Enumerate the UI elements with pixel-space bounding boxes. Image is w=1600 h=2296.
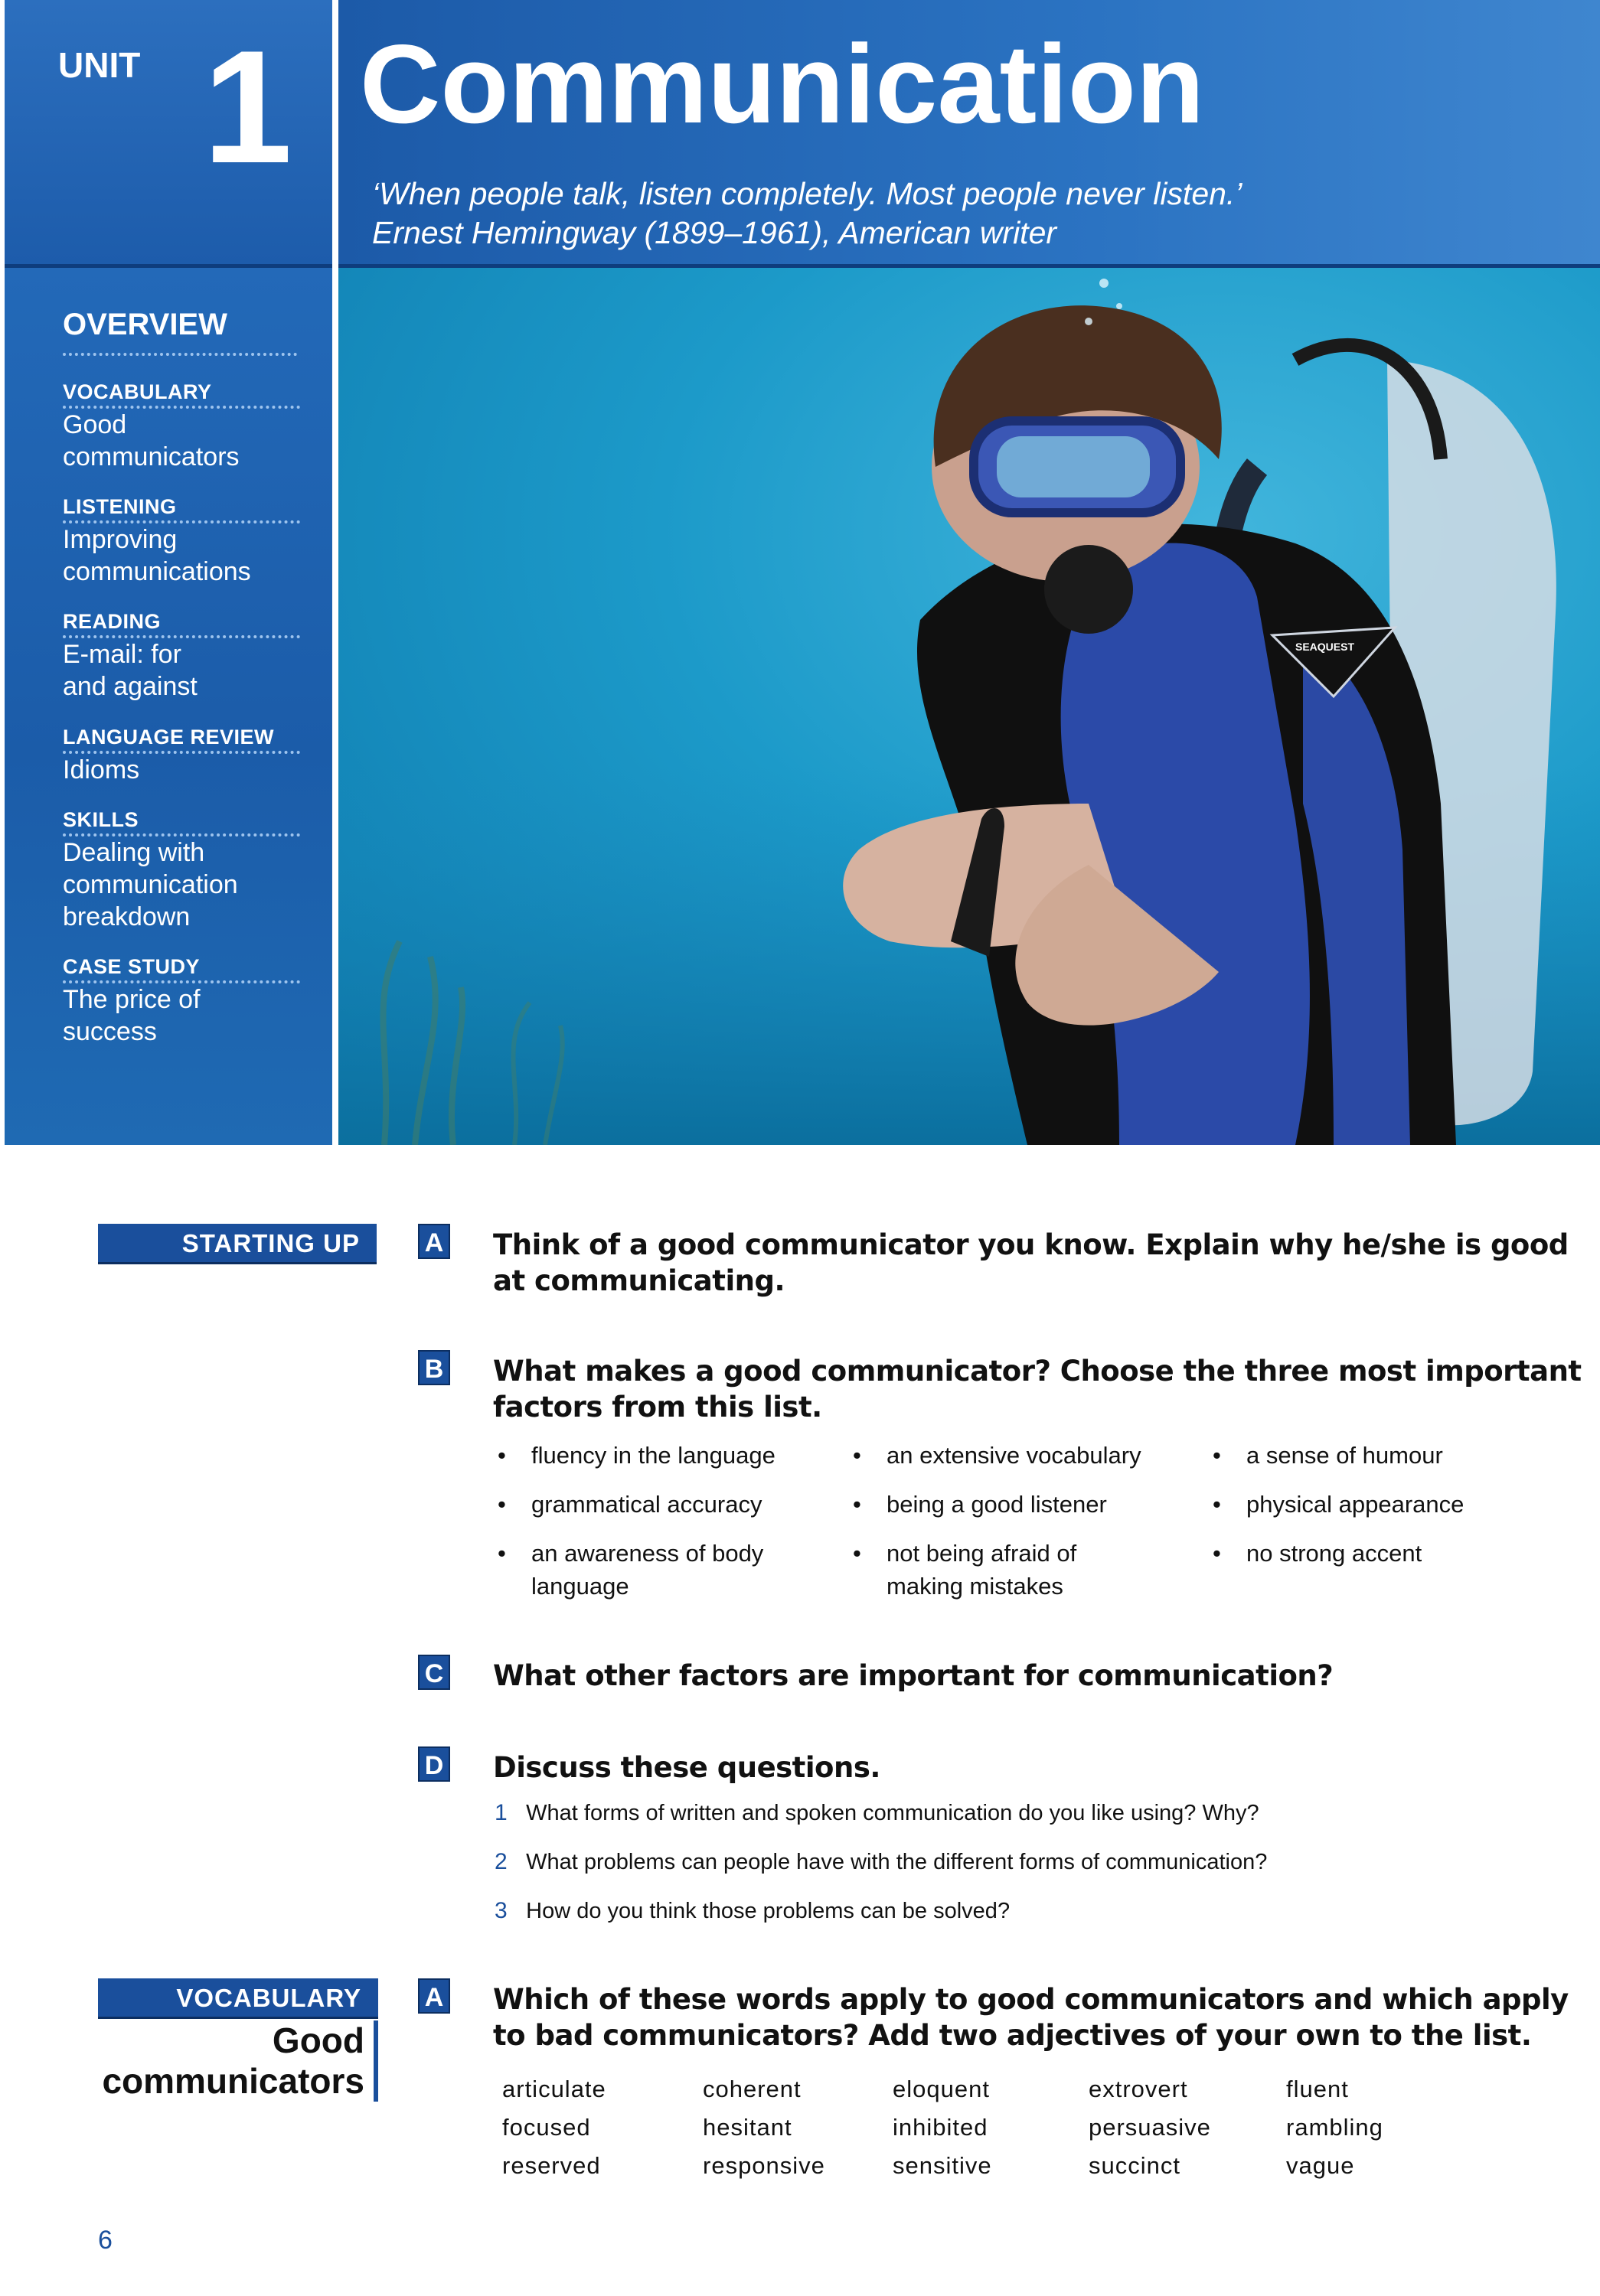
overview-item-listening (63, 495, 300, 588)
factor-text: language (531, 1573, 629, 1600)
exercise-letter: A (418, 1978, 450, 2014)
factor-text: not being afraid of (887, 1540, 1077, 1567)
overview-topic: Idioms (63, 755, 140, 784)
exercise-b-prompt (493, 1354, 1582, 1426)
overview-item-skills (63, 808, 300, 933)
overview-topic: E-mail: for (63, 640, 181, 669)
factor-item (531, 1537, 763, 1603)
overview-category: CASE STUDY (63, 955, 300, 983)
overview-topic: communications (63, 557, 251, 587)
quote-text: ‘When people talk, listen completely. Most people never listen.’ (372, 176, 1242, 211)
discussion-question (495, 1898, 1010, 1924)
vocab-word: vague (1286, 2152, 1355, 2179)
air-bubble (1099, 279, 1109, 288)
exercise-letter: B (418, 1350, 450, 1385)
overview-category: SKILLS (63, 808, 300, 837)
factor-text: making mistakes (887, 1573, 1063, 1600)
overview-topic: communication (63, 870, 238, 900)
page-number: 6 (98, 2226, 113, 2255)
vocab-word: sensitive (893, 2152, 992, 2179)
exercise-c-prompt: What other factors are important for communication? (493, 1659, 1334, 1692)
factor-text: an awareness of body (531, 1540, 764, 1567)
unit-title: Communication (360, 21, 1205, 146)
factor-item: • physical appearance (1246, 1488, 1464, 1521)
air-bubble (1085, 318, 1092, 325)
factor-item (887, 1537, 1076, 1603)
overview-category: READING (63, 610, 300, 638)
vocab-word: succinct (1089, 2152, 1180, 2179)
epigraph-quote (372, 174, 1242, 253)
overview-item-vocabulary (63, 380, 300, 473)
vocabulary-title (98, 2020, 378, 2102)
air-bubble (1116, 303, 1122, 309)
overview-category: VOCABULARY (63, 380, 300, 409)
overview-heading: OVERVIEW (63, 308, 297, 356)
vocabulary-title-line: Good (272, 2020, 364, 2060)
overview-topic: Good (63, 410, 127, 439)
tank-logo: SEAQUEST (1295, 641, 1355, 653)
exercise-a-prompt (493, 1228, 1569, 1300)
overview-topic: The price of success (63, 985, 201, 1047)
exercise-letter: D (418, 1746, 450, 1782)
prompt-line: Think of a good communicator you know. Explain why he/she is good (493, 1228, 1569, 1261)
overview-category: LISTENING (63, 495, 300, 523)
factor-item: • no strong accent (1246, 1537, 1422, 1570)
factor-item: • a sense of humour (1246, 1439, 1443, 1472)
regulator (1044, 545, 1133, 634)
overview-topic: communicators (63, 442, 240, 472)
discussion-question (495, 1849, 1267, 1875)
prompt-line: Which of these words apply to good communicators and which apply (493, 1983, 1569, 2016)
section-tag-starting-up: STARTING UP (98, 1224, 377, 1264)
quote-attribution: Ernest Hemingway (1899–1961), American writer (372, 214, 1057, 250)
overview-category: LANGUAGE REVIEW (63, 726, 300, 754)
discussion-question (495, 1800, 1259, 1826)
question-text: What forms of written and spoken communication do you like using? Why? (526, 1801, 1259, 1825)
exercise-d-prompt: Discuss these questions. (493, 1751, 880, 1784)
vocab-word: persuasive (1089, 2114, 1211, 2141)
scuba-diver-photo (338, 268, 1600, 1145)
factor-item: • an extensive vocabulary (887, 1439, 1141, 1472)
vocab-word: inhibited (893, 2114, 988, 2141)
unit-number: 1 (203, 17, 292, 197)
vocabulary-title-line: communicators (102, 2060, 364, 2101)
prompt-line: at communicating. (493, 1264, 785, 1297)
section-tag-vocabulary: VOCABULARY (98, 1978, 378, 2019)
exercise-letter: C (418, 1655, 450, 1690)
vocab-word: rambling (1286, 2114, 1383, 2141)
overview-item-reading (63, 610, 300, 703)
question-number: 1 (495, 1800, 508, 1825)
vocab-word: focused (502, 2114, 591, 2141)
vocab-word: fluent (1286, 2076, 1349, 2102)
overview-topic: and against (63, 672, 198, 702)
vocab-word: responsive (703, 2152, 825, 2179)
unit-label: UNIT (58, 45, 141, 85)
vocab-word: hesitant (703, 2114, 792, 2141)
diver-illustration (338, 268, 1600, 1145)
vocab-word: eloquent (893, 2076, 990, 2102)
prompt-line: to bad communicators? Add two adjectives of your own to the list. (493, 2018, 1532, 2052)
vocabulary-a-prompt (493, 1982, 1569, 2054)
factor-item: • fluency in the language (531, 1439, 776, 1472)
prompt-line: factors from this list. (493, 1390, 822, 1424)
question-text: How do you think those problems can be solved? (526, 1899, 1011, 1923)
overview-topic: Dealing with (63, 838, 205, 867)
mask-lens (997, 436, 1150, 497)
overview-topic: breakdown (63, 902, 191, 932)
prompt-line: What makes a good communicator? Choose the three most important (493, 1355, 1582, 1388)
overview-item-language-review (63, 726, 300, 786)
overview-topic: Improving (63, 525, 178, 554)
exercise-letter: A (418, 1224, 450, 1259)
factor-item: • being a good listener (887, 1488, 1107, 1521)
vocab-word: coherent (703, 2076, 802, 2102)
question-text: What problems can people have with the different forms of communication? (526, 1850, 1268, 1874)
question-number: 2 (495, 1849, 508, 1874)
question-number: 3 (495, 1898, 508, 1923)
vocab-word: reserved (502, 2152, 601, 2179)
factor-item: • grammatical accuracy (531, 1488, 762, 1521)
vocab-word: extrovert (1089, 2076, 1188, 2102)
vocab-word: articulate (502, 2076, 606, 2102)
overview-item-case-study (63, 955, 300, 1048)
